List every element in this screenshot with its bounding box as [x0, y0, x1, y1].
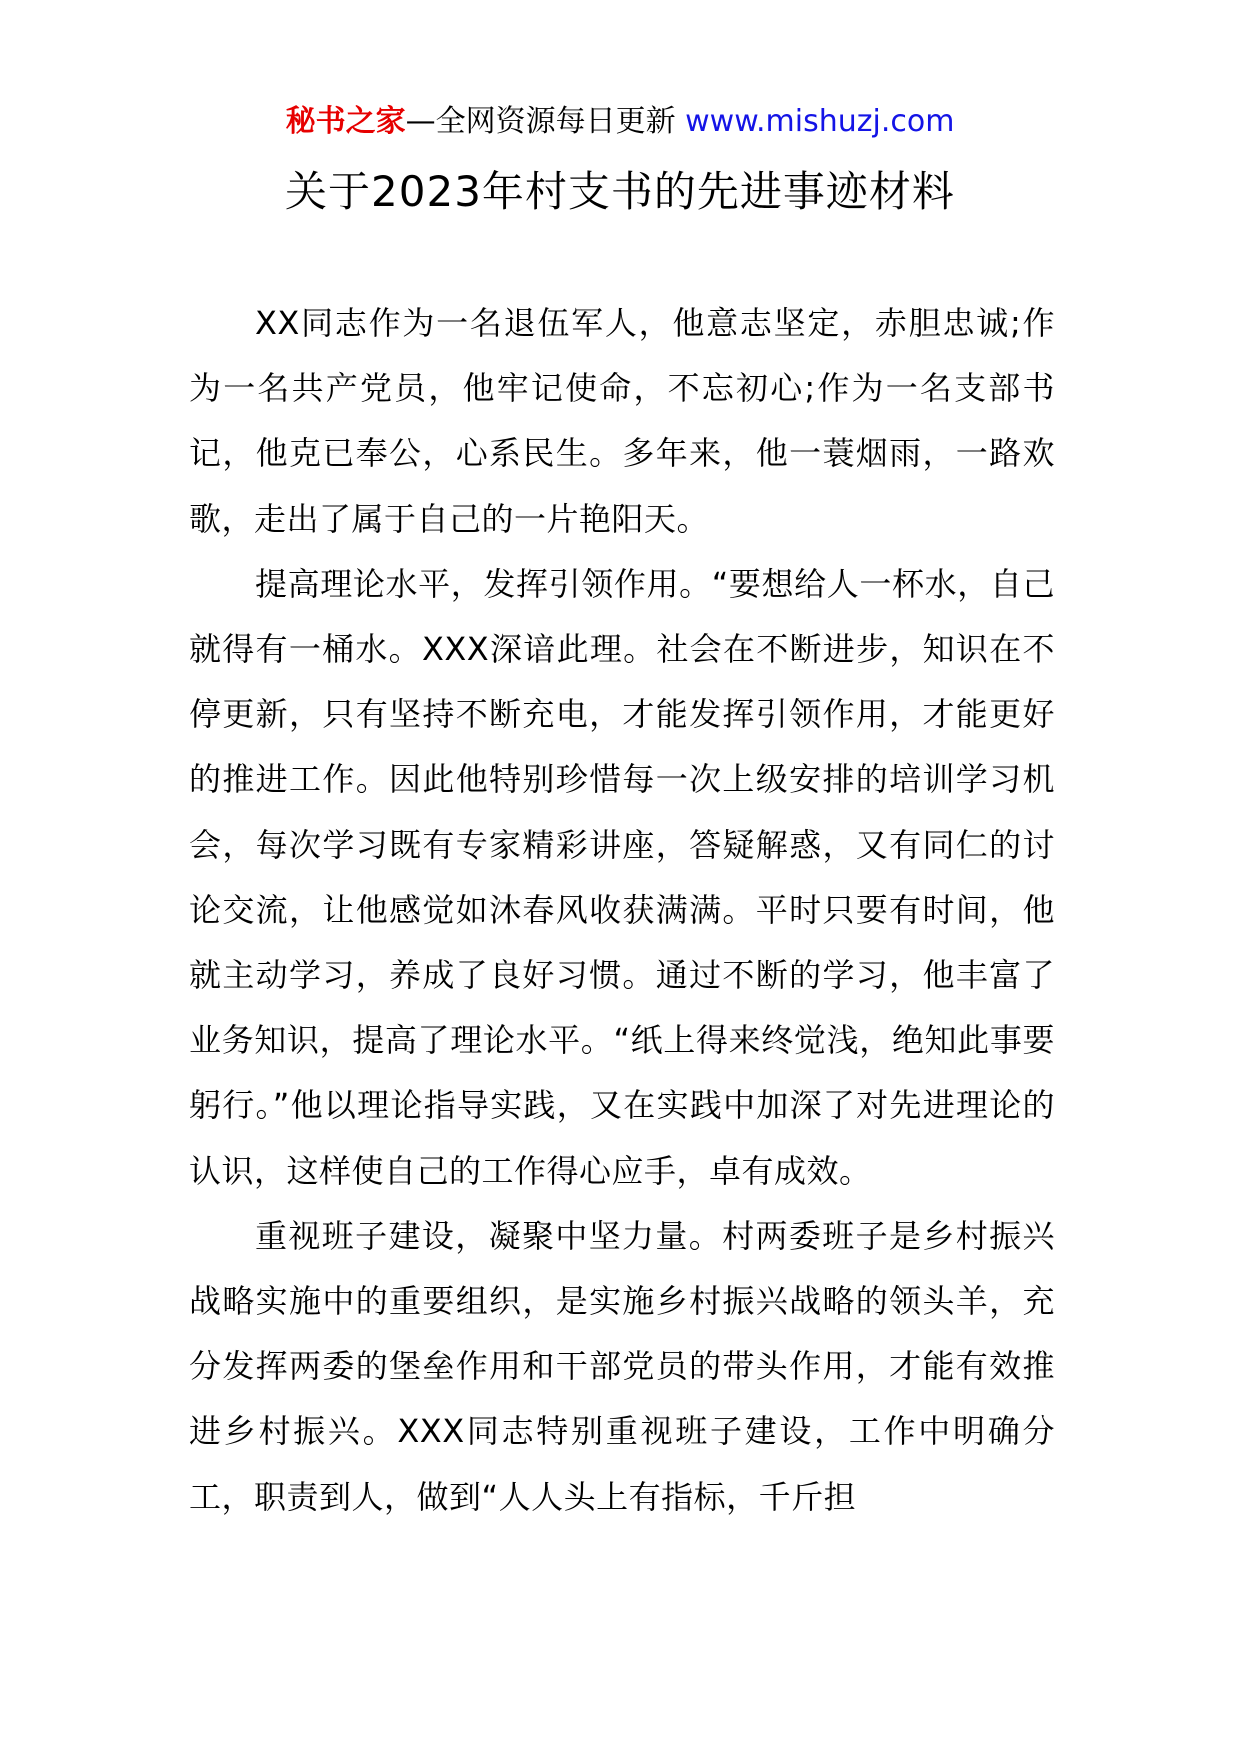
- paragraph-intro: XX同志作为一名退伍军人，他意志坚定，赤胆忠诚;作为一名共产党员，他牢记使命，不忘初心;作为一名支部书记，他克已奉公，心系民生。多年来，他一蓑烟雨，一路欢歌，走出了属于自己的一片艳阳天。: [189, 304, 1055, 538]
- site-url-link[interactable]: www.mishuzj.com: [685, 104, 955, 139]
- paragraph-team-building: 重视班子建设，凝聚中坚力量。村两委班子是乡村振兴战略实施中的重要组织，是实施乡村振兴战略的领头羊，充分发挥两委的堡垒作用和干部党员的带头作用，才能有效推进乡村振兴。XXX同志特别重视班子建设，工作中明确分工，职责到人，做到“人人头上有指标，千斤担: [189, 1216, 1055, 1516]
- document-title: 关于2023年村支书的先进事迹材料: [285, 167, 955, 216]
- paragraph-theory: 提高理论水平，发挥引领作用。“要想给人一杯水，自己就得有一桶水。XXX深谙此理。社会在不断进步，知识在不停更新，只有坚持不断充电，才能发挥引领作用，才能更好的推进工作。因此他特别珍惜每一次上级安排的培训学习机会，每次学习既有专家精彩讲座，答疑解惑，又有同仁的讨论交流，让他感觉如沐春风收获满满。平时只要有时间，他就主动学习，养成了良好习惯。通过不断的学习，他丰富了业务知识，提高了理论水平。“纸上得来终觉浅，绝知此事要躬行。”他以理论指导实践，又在实践中加深了对先进理论的认识，这样使自己的工作得心应手，卓有成效。: [189, 564, 1055, 1190]
- site-brand: 秘书之家: [285, 104, 406, 139]
- header-banner: [0, 100, 1240, 144]
- site-slogan: —全网资源每日更新: [405, 104, 686, 139]
- document-body: [189, 291, 1055, 1530]
